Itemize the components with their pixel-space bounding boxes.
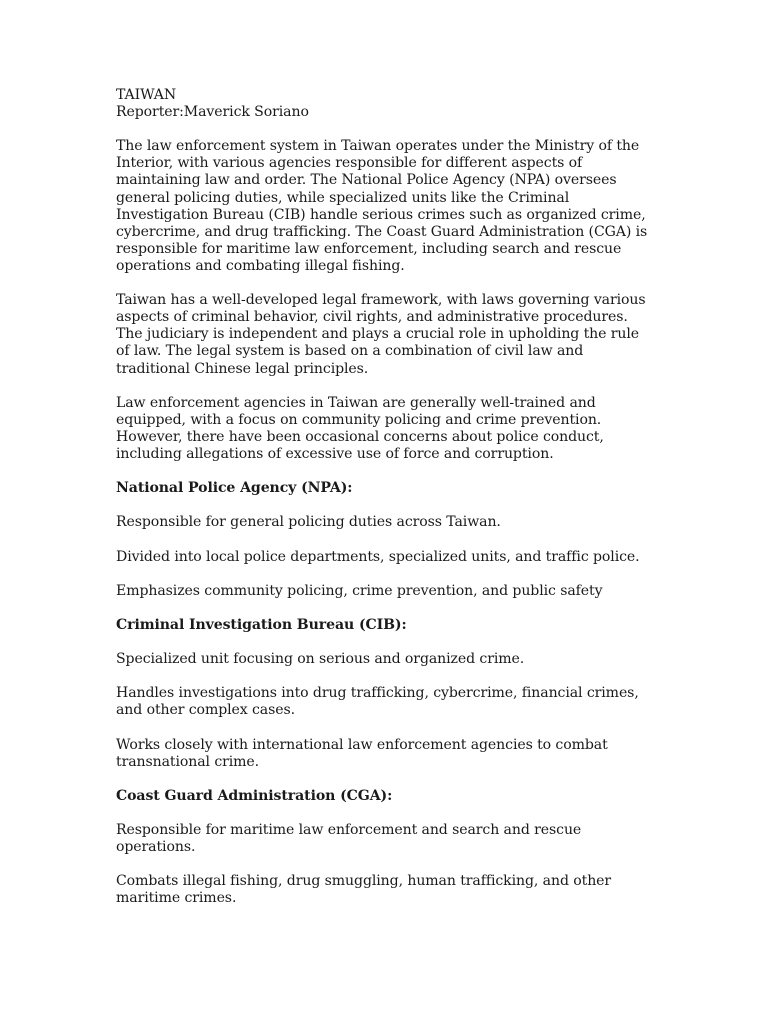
reporter-line: Reporter:Maverick Soriano [116,104,309,121]
section-point: Divided into local police departments, specialized units, and traffic police. [116,548,640,565]
intro-paragraph-agency-conduct: Law enforcement agencies in Taiwan are generally well-trained and equipped, with a focus on community policing and crime prevention. However, there have been occasional concerns about police conduct, including allegations of excessive use of force and corruption. [116,394,604,462]
intro-paragraph-legal-framework: Taiwan has a well-developed legal framework, with laws governing various aspects of criminal behavior, civil rights, and administrative procedures. The judiciary is independent and plays a crucial role in upholding the rule of law. The legal system is based on a combination of civil law and traditional Chinese legal principles. [116,292,646,377]
section-heading-cga: Coast Guard Administration (CGA): [116,787,393,804]
document-page [116,87,656,908]
document-header [116,87,656,121]
intro-paragraph-law-enforcement-system: The law enforcement system in Taiwan operates under the Ministry of the Interior, with various agencies responsible for different aspects of maintaining law and order. The National Police Agency (NPA) oversees general policing duties, while specialized units like the Criminal Investigation Bureau (CIB) handle serious crimes such as organized crime, cybercrime, and drug trafficking. The Coast Guard Administration (CGA) is responsible for maritime law enforcement, including search and rescue operations and combating illegal fishing. [116,138,648,274]
section-heading-npa: National Police Agency (NPA): [116,480,353,497]
country-title: TAIWAN [116,87,177,103]
section-point: Handles investigations into drug trafficking, cybercrime, financial crimes, and other complex cases. [116,685,639,719]
section-heading-cib: Criminal Investigation Bureau (CIB): [116,616,407,633]
section-point: Specialized unit focusing on serious and organized crime. [116,651,525,668]
section-point: Responsible for general policing duties across Taiwan. [116,514,501,531]
section-point: Works closely with international law enforcement agencies to combat transnational crime. [116,736,608,770]
section-point: Emphasizes community policing, crime prevention, and public safety [116,582,603,599]
section-point: Responsible for maritime law enforcement and search and rescue operations. [116,822,582,856]
section-point: Combats illegal fishing, drug smuggling, human trafficking, and other maritime crimes. [116,873,612,907]
